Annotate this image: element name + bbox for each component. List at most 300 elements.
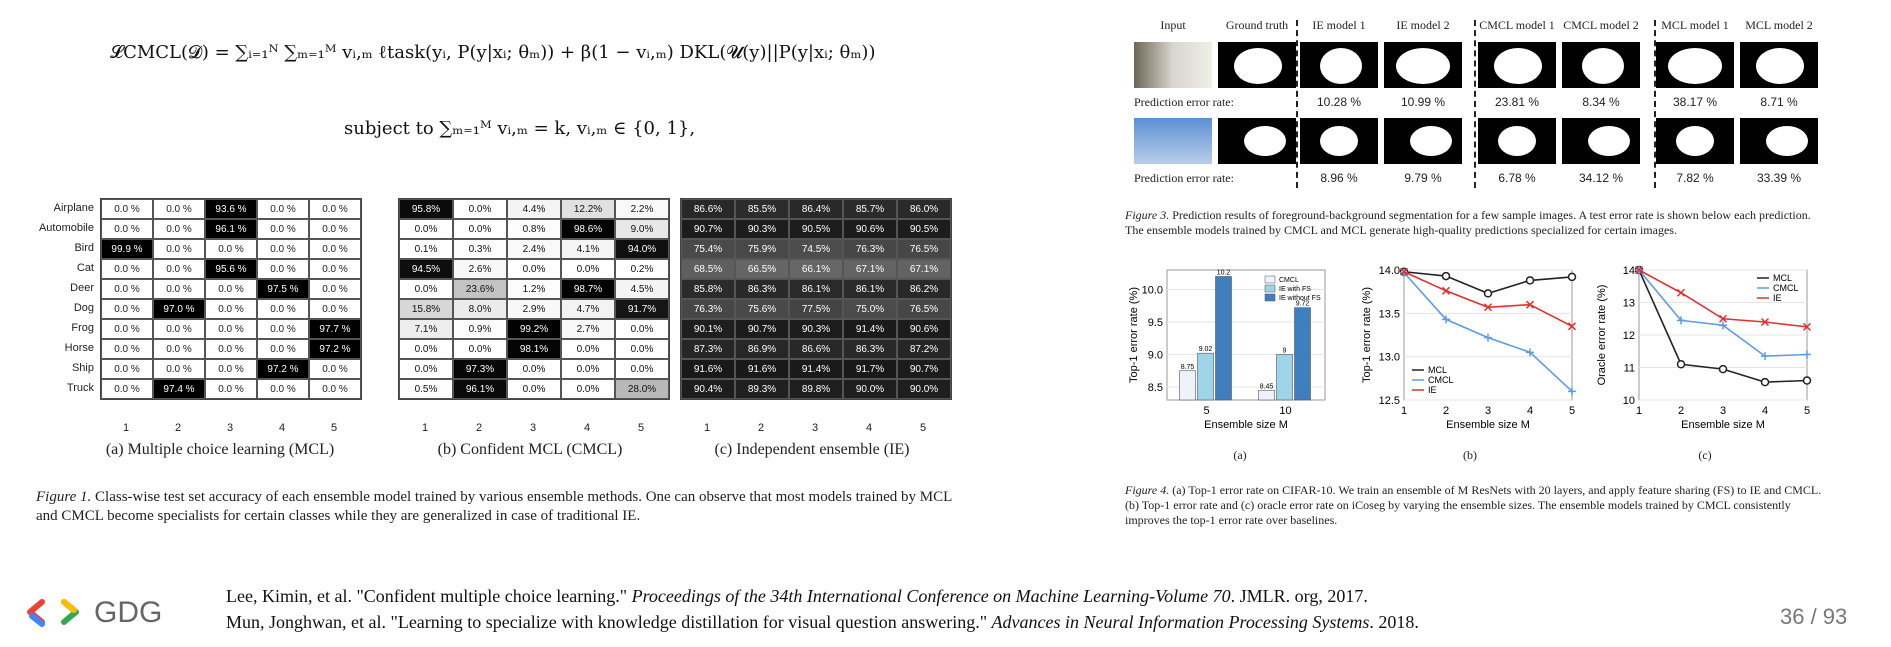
figure4-sub-a: (a) (1233, 448, 1247, 462)
mcl-cell: 0.0 % (309, 239, 361, 259)
data-point (1720, 366, 1727, 373)
ie-cell: 86.1% (789, 279, 843, 299)
ie-cell: 86.3% (735, 279, 789, 299)
mcl-cell: 0.0 % (309, 219, 361, 239)
mcl-cell: 0.0 % (153, 219, 205, 239)
model-tick: 4 (583, 422, 591, 434)
class-label: Ship (71, 362, 94, 374)
prediction-mask (1478, 42, 1556, 88)
cmcl-cell: 12.2% (561, 199, 615, 219)
cmcl-cell: 9.0% (615, 219, 669, 239)
mcl-cell: 97.2 % (309, 339, 361, 359)
reference-2 (226, 610, 1626, 635)
figure4-sub-b: (b) (1463, 448, 1477, 462)
mcl-cell: 0.0 % (153, 359, 205, 379)
ie-cell: 68.5% (681, 259, 735, 279)
ie-cell: 75.9% (735, 239, 789, 259)
ground-truth-mask (1218, 118, 1296, 164)
cmcl-cell: 23.6% (453, 279, 507, 299)
model-tick: 5 (919, 422, 927, 434)
x-tick: 3 (1484, 405, 1492, 417)
y-tick: 14 (1622, 265, 1635, 277)
ie-cell: 85.5% (735, 199, 789, 219)
y-tick: 8.5 (1147, 382, 1163, 394)
cmcl-cell: 95.8% (399, 199, 453, 219)
cmcl-cell: 0.0% (507, 359, 561, 379)
ref1-tail: . JMLR. org, 2017. (1230, 586, 1368, 606)
model-tick: 5 (637, 422, 645, 434)
mcl-cell: 0.0 % (309, 359, 361, 379)
ie-cell: 90.7% (735, 319, 789, 339)
class-label: Frog (71, 322, 94, 334)
ie-cell: 90.6% (897, 319, 951, 339)
data-point (1527, 277, 1534, 284)
class-label: Bird (74, 242, 94, 254)
figure3-header: CMCL model 1 (1479, 18, 1555, 32)
ie-cell: 90.1% (681, 319, 735, 339)
mcl-cell: 0.0 % (257, 339, 309, 359)
mcl-cell: 0.0 % (309, 279, 361, 299)
error-rate-value: 8.71 % (1760, 95, 1798, 109)
data-point (1484, 334, 1492, 342)
x-tick: 1 (1400, 405, 1408, 417)
ref2-venue: Advances in Neural Information Processing Systems (991, 612, 1370, 632)
ie-cell: 74.5% (789, 239, 843, 259)
class-label: Horse (64, 342, 94, 354)
model-tick: 4 (865, 422, 873, 434)
legend-label: IE with FS (1279, 286, 1311, 293)
figure4-text: (a) Top-1 error rate on CIFAR-10. We train an ensemble of M ResNets with 20 layers, and apply feature sharing (FS) to IE and CMCL. (b) Top-1 error rate and (c) oracle error rate on iCoseg by varying the ensemble sizes. The ensemble models trained by CMCL consistently improves the top-1 error rate over baselines. (1125, 483, 1822, 527)
cmcl-cell: 98.6% (561, 219, 615, 239)
ref2-tail: . 2018. (1369, 612, 1419, 632)
error-rate-label: Prediction error rate: (1134, 95, 1234, 109)
x-tick: 1 (1635, 405, 1643, 417)
chart-c (1595, 262, 1815, 447)
mcl-cell: 0.0 % (309, 199, 361, 219)
ie-cell: 66.1% (789, 259, 843, 279)
cmcl-cell: 0.0% (399, 359, 453, 379)
model-tick: 1 (703, 422, 711, 434)
ie-cell: 90.7% (681, 219, 735, 239)
ie-cell: 86.1% (843, 279, 897, 299)
ie-cell: 91.6% (735, 359, 789, 379)
y-tick: 10.0 (1141, 284, 1163, 297)
subcaption-c: (c) Independent ensemble (IE) (714, 441, 910, 458)
mcl-cell: 0.0 % (101, 199, 153, 219)
mcl-cell: 0.0 % (257, 239, 309, 259)
ie-cell: 90.3% (789, 319, 843, 339)
mcl-cell: 0.0 % (153, 259, 205, 279)
mcl-cell: 0.0 % (205, 279, 257, 299)
cmcl-cell: 0.0% (507, 379, 561, 399)
cmcl-cell: 0.0% (561, 259, 615, 279)
reference-1 (226, 584, 1526, 609)
data-point (1443, 273, 1450, 280)
model-tick: 3 (226, 422, 234, 434)
ie-cell: 77.5% (789, 299, 843, 319)
legend-label: IE (1428, 385, 1437, 395)
mcl-cell: 0.0 % (205, 239, 257, 259)
cmcl-cell: 7.1% (399, 319, 453, 339)
ie-cell: 91.7% (843, 359, 897, 379)
mcl-cell: 0.0 % (101, 359, 153, 379)
legend-label: CMCL (1773, 283, 1799, 293)
y-tick: 13 (1622, 297, 1635, 310)
mcl-cell: 0.0 % (205, 339, 257, 359)
bar-label: 9.02 (1198, 346, 1213, 354)
ie-cell: 90.0% (897, 379, 951, 399)
ie-cell: 86.6% (789, 339, 843, 359)
figure4-label: Figure 4. (1125, 483, 1170, 497)
bar-label: 8.75 (1180, 363, 1195, 371)
figure3-header: MCL model 2 (1745, 18, 1813, 32)
ie-accuracy-table (680, 198, 952, 400)
ie-cell: 90.5% (789, 219, 843, 239)
error-rate-value: 38.17 % (1672, 95, 1718, 109)
cmcl-cell: 4.4% (507, 199, 561, 219)
prediction-mask (1384, 42, 1462, 88)
prediction-mask (1656, 42, 1734, 88)
ie-cell: 76.5% (897, 239, 951, 259)
figure3-header: MCL model 1 (1661, 18, 1729, 32)
cmcl-cell: 0.0% (561, 379, 615, 399)
cmcl-cell: 2.4% (507, 239, 561, 259)
page-number: 36 / 93 (1780, 604, 1848, 629)
ground-truth-mask (1218, 42, 1296, 88)
mcl-cell: 0.0 % (101, 299, 153, 319)
x-tick: 4 (1526, 405, 1534, 417)
y-tick: 13.0 (1378, 351, 1400, 364)
legend-label: MCL (1773, 273, 1793, 283)
cmcl-cell: 0.0% (561, 339, 615, 359)
mcl-cell: 99.9 % (101, 239, 153, 259)
ie-cell: 90.6% (843, 219, 897, 239)
y-tick: 10 (1622, 395, 1635, 407)
x-tick: 5 (1803, 405, 1811, 417)
cmcl-cell: 0.8% (507, 219, 561, 239)
ie-cell: 76.3% (681, 299, 735, 319)
error-rate-label: Prediction error rate: (1134, 171, 1234, 185)
mcl-cell: 0.0 % (101, 319, 153, 339)
series-line (1404, 272, 1572, 327)
figure4-caption (1125, 483, 1825, 528)
separator-3 (1654, 20, 1656, 188)
error-rate-value: 10.99 % (1400, 95, 1446, 109)
error-rate-value: 23.81 % (1494, 95, 1540, 109)
figure3-text: Prediction results of foreground-background segmentation for a few sample images. A test error rate is shown below each prediction. The ensemble models trained by CMCL and MCL generate high-quality predictions specialized for certain images. (1125, 208, 1811, 237)
model-tick: 2 (174, 422, 182, 434)
cmcl-cell: 99.2% (507, 319, 561, 339)
y-tick: 12 (1622, 330, 1635, 342)
bar-label: 9 (1282, 347, 1287, 355)
cmcl-cell: 2.9% (507, 299, 561, 319)
cmcl-accuracy-table (398, 198, 670, 400)
prediction-mask (1478, 118, 1556, 164)
class-label: Dog (73, 302, 94, 314)
data-point (1569, 273, 1576, 280)
prediction-mask (1740, 42, 1818, 88)
figure3-header: CMCL model 2 (1563, 18, 1639, 32)
prediction-mask (1384, 118, 1462, 164)
x-tick: 5 (1203, 405, 1210, 417)
bar-label: 9.72 (1295, 300, 1310, 308)
bar (1216, 277, 1232, 401)
cmcl-cell: 0.0% (453, 219, 507, 239)
cmcl-cell: 94.0% (615, 239, 669, 259)
mcl-cell: 0.0 % (153, 199, 205, 219)
cmcl-cell: 2.2% (615, 199, 669, 219)
cmcl-cell: 0.0% (453, 339, 507, 359)
input-photo (1134, 118, 1212, 164)
x-axis-label: Ensemble size M (1446, 419, 1530, 431)
legend-label: CMCL (1279, 277, 1299, 284)
chart-b (1360, 262, 1580, 447)
x-axis-label: Ensemble size M (1681, 419, 1765, 431)
ie-cell: 67.1% (843, 259, 897, 279)
mcl-cell: 0.0 % (257, 319, 309, 339)
constraint-equation: subject to ∑ₘ₌₁ᴹ vᵢ,ₘ = k, vᵢ,ₘ ∈ {0, 1}, (344, 118, 696, 139)
cmcl-cell: 98.7% (561, 279, 615, 299)
cmcl-cell: 96.1% (453, 379, 507, 399)
mcl-cell: 0.0 % (309, 259, 361, 279)
ie-cell: 85.8% (681, 279, 735, 299)
model-tick: 1 (122, 422, 130, 434)
data-point (1678, 361, 1685, 368)
model-tick: 2 (757, 422, 765, 434)
class-label: Truck (66, 382, 94, 394)
legend-label: CMCL (1428, 375, 1454, 385)
figure1-label: Figure 1. (36, 489, 92, 505)
model-tick: 5 (330, 422, 338, 434)
error-rate-value: 8.34 % (1582, 95, 1620, 109)
ie-cell: 75.6% (735, 299, 789, 319)
mcl-cell: 0.0 % (309, 379, 361, 399)
ie-cell: 89.8% (789, 379, 843, 399)
bar (1259, 390, 1275, 400)
x-tick: 10 (1279, 405, 1292, 417)
y-tick: 13.5 (1378, 308, 1400, 321)
figure3-label: Figure 3. (1125, 208, 1170, 222)
y-axis-label: Top-1 error rate (%) (1128, 287, 1140, 383)
ref1-venue: Proceedings of the 34th International Conference on Machine Learning-Volume 70 (631, 586, 1231, 606)
bar (1295, 308, 1311, 400)
ie-cell: 66.5% (735, 259, 789, 279)
gdg-logo-icon (26, 596, 90, 630)
mcl-cell: 0.0 % (257, 219, 309, 239)
cmcl-cell: 0.0% (399, 279, 453, 299)
mcl-cell: 0.0 % (101, 339, 153, 359)
error-rate-value: 9.79 % (1404, 171, 1442, 185)
bar-label: 8.45 (1259, 383, 1274, 391)
y-axis-label: Top-1 error rate (%) (1361, 287, 1373, 383)
bar-label: 10.2 (1216, 269, 1231, 277)
mcl-cell: 0.0 % (205, 319, 257, 339)
prediction-mask (1740, 118, 1818, 164)
mcl-cell: 0.0 % (101, 259, 153, 279)
ie-cell: 76.3% (843, 239, 897, 259)
prediction-mask (1300, 118, 1378, 164)
cmcl-cell: 0.2% (615, 259, 669, 279)
class-label: Cat (76, 262, 94, 274)
cmcl-cell: 0.0% (615, 319, 669, 339)
error-rate-value: 6.78 % (1498, 171, 1536, 185)
ie-cell: 91.4% (789, 359, 843, 379)
data-point (1762, 379, 1769, 386)
y-tick: 14.0 (1378, 265, 1400, 277)
mcl-cell: 0.0 % (101, 279, 153, 299)
error-rate-value: 33.39 % (1756, 171, 1802, 185)
input-photo (1134, 42, 1212, 88)
bar (1198, 353, 1214, 400)
x-tick: 5 (1568, 405, 1576, 417)
ie-cell: 86.6% (681, 199, 735, 219)
data-point (1803, 351, 1811, 359)
prediction-mask (1300, 42, 1378, 88)
mcl-cell: 0.0 % (153, 279, 205, 299)
ie-cell: 91.6% (681, 359, 735, 379)
cmcl-cell: 0.9% (453, 319, 507, 339)
cmcl-cell: 0.0% (561, 359, 615, 379)
model-tick: 1 (421, 422, 429, 434)
legend-label: IE (1773, 293, 1782, 303)
y-tick: 11 (1623, 362, 1635, 375)
mcl-cell: 0.0 % (153, 319, 205, 339)
error-rate-value: 34.12 % (1578, 171, 1624, 185)
model-tick: 3 (811, 422, 819, 434)
cmcl-cell: 8.0% (453, 299, 507, 319)
ie-cell: 90.3% (735, 219, 789, 239)
ie-cell: 87.2% (897, 339, 951, 359)
mcl-cell: 95.6 % (205, 259, 257, 279)
model-tick: 3 (529, 422, 537, 434)
cmcl-cell: 4.5% (615, 279, 669, 299)
mcl-cell: 0.0 % (153, 339, 205, 359)
cmcl-cell: 98.1% (507, 339, 561, 359)
mcl-cell: 0.0 % (257, 199, 309, 219)
legend-swatch (1265, 276, 1275, 283)
x-axis-label: Ensemble size M (1204, 419, 1288, 431)
legend-swatch (1265, 285, 1275, 292)
ie-cell: 86.4% (789, 199, 843, 219)
mcl-cell: 0.0 % (101, 219, 153, 239)
cmcl-cell: 91.7% (615, 299, 669, 319)
data-point (1485, 290, 1492, 297)
legend-label: MCL (1428, 365, 1448, 375)
cmcl-cell: 0.0% (615, 359, 669, 379)
ie-cell: 85.7% (843, 199, 897, 219)
mcl-cell: 97.5 % (257, 279, 309, 299)
cmcl-cell: 2.6% (453, 259, 507, 279)
mcl-cell: 0.0 % (309, 299, 361, 319)
data-point (1443, 287, 1450, 294)
y-tick: 9.0 (1147, 349, 1163, 362)
mcl-cell: 0.0 % (205, 359, 257, 379)
figure1-text: Class-wise test set accuracy of each ensemble model trained by various ensemble methods. One can observe that most models trained by MCL and CMCL become specialists for certain classes while they are generalized in case of traditional IE. (36, 489, 952, 524)
mcl-cell: 97.4 % (153, 379, 205, 399)
figure3-header: IE model 2 (1396, 18, 1450, 32)
mcl-cell: 0.0 % (153, 239, 205, 259)
separator-2 (1474, 20, 1476, 188)
figure3-caption (1125, 208, 1825, 238)
error-rate-value: 10.28 % (1316, 95, 1362, 109)
figure3-header: Input (1160, 18, 1186, 32)
ie-cell: 86.3% (843, 339, 897, 359)
mcl-cell: 0.0 % (257, 379, 309, 399)
ie-cell: 90.5% (897, 219, 951, 239)
ie-cell: 89.3% (735, 379, 789, 399)
model-tick: 4 (278, 422, 286, 434)
chart-a (1125, 262, 1340, 447)
subcaption-b: (b) Confident MCL (CMCL) (437, 441, 623, 458)
cmcl-loss-equation: 𝓛CMCL(𝓓) = ∑ᵢ₌₁ᴺ ∑ₘ₌₁ᴹ vᵢ,ₘ ℓtask(yᵢ, P(y|xᵢ; θₘ)) + β(1 − vᵢ,ₘ) DKL(𝓤(y)||P(y|xᵢ; θₘ)) (110, 42, 876, 63)
data-point (1678, 289, 1685, 296)
ie-cell: 75.4% (681, 239, 735, 259)
separator-1 (1296, 20, 1298, 188)
mcl-accuracy-table (100, 198, 362, 400)
legend-label: IE without FS (1279, 295, 1321, 302)
ie-cell: 90.0% (843, 379, 897, 399)
prediction-mask (1562, 42, 1640, 88)
ie-cell: 90.4% (681, 379, 735, 399)
x-tick: 4 (1761, 405, 1769, 417)
ie-cell: 86.2% (897, 279, 951, 299)
error-rate-value: 7.82 % (1676, 171, 1714, 185)
bar (1277, 355, 1293, 401)
ie-cell: 87.3% (681, 339, 735, 359)
x-tick: 3 (1719, 405, 1727, 417)
class-label: Airplane (53, 202, 94, 214)
x-tick: 2 (1442, 405, 1450, 417)
error-rate-value: 8.96 % (1320, 171, 1358, 185)
cmcl-cell: 1.2% (507, 279, 561, 299)
ie-cell: 67.1% (897, 259, 951, 279)
data-point (1804, 377, 1811, 384)
cmcl-cell: 0.3% (453, 239, 507, 259)
cmcl-cell: 4.7% (561, 299, 615, 319)
class-label: Automobile (38, 222, 94, 234)
prediction-mask (1562, 118, 1640, 164)
prediction-mask (1656, 118, 1734, 164)
cmcl-cell: 97.3% (453, 359, 507, 379)
model-tick: 2 (475, 422, 483, 434)
cmcl-cell: 0.0% (453, 199, 507, 219)
mcl-cell: 97.0 % (153, 299, 205, 319)
mcl-cell: 0.0 % (205, 299, 257, 319)
y-axis-label: Oracle error rate (%) (1596, 284, 1608, 386)
x-tick: 2 (1677, 405, 1685, 417)
cmcl-cell: 28.0% (615, 379, 669, 399)
cmcl-cell: 0.0% (399, 219, 453, 239)
figure3-header: Ground truth (1225, 18, 1289, 32)
mcl-cell: 0.0 % (101, 379, 153, 399)
ie-cell: 91.4% (843, 319, 897, 339)
mcl-cell: 93.6 % (205, 199, 257, 219)
ie-cell: 75.0% (843, 299, 897, 319)
mcl-cell: 0.0 % (205, 379, 257, 399)
ref2-authors: Mun, Jonghwan, et al. "Learning to specialize with knowledge distillation for visual question answering." (226, 612, 992, 632)
subcaption-a: (a) Multiple choice learning (MCL) (105, 441, 335, 458)
ie-cell: 76.5% (897, 299, 951, 319)
figure1-caption (36, 488, 976, 526)
gdg-logo-text: GDG (94, 596, 163, 629)
ie-cell: 90.7% (897, 359, 951, 379)
y-tick: 9.5 (1147, 317, 1163, 329)
mcl-cell: 0.0 % (257, 299, 309, 319)
bar (1180, 371, 1196, 400)
cmcl-cell: 0.0% (399, 339, 453, 359)
mcl-cell: 97.2 % (257, 359, 309, 379)
cmcl-cell: 2.7% (561, 319, 615, 339)
